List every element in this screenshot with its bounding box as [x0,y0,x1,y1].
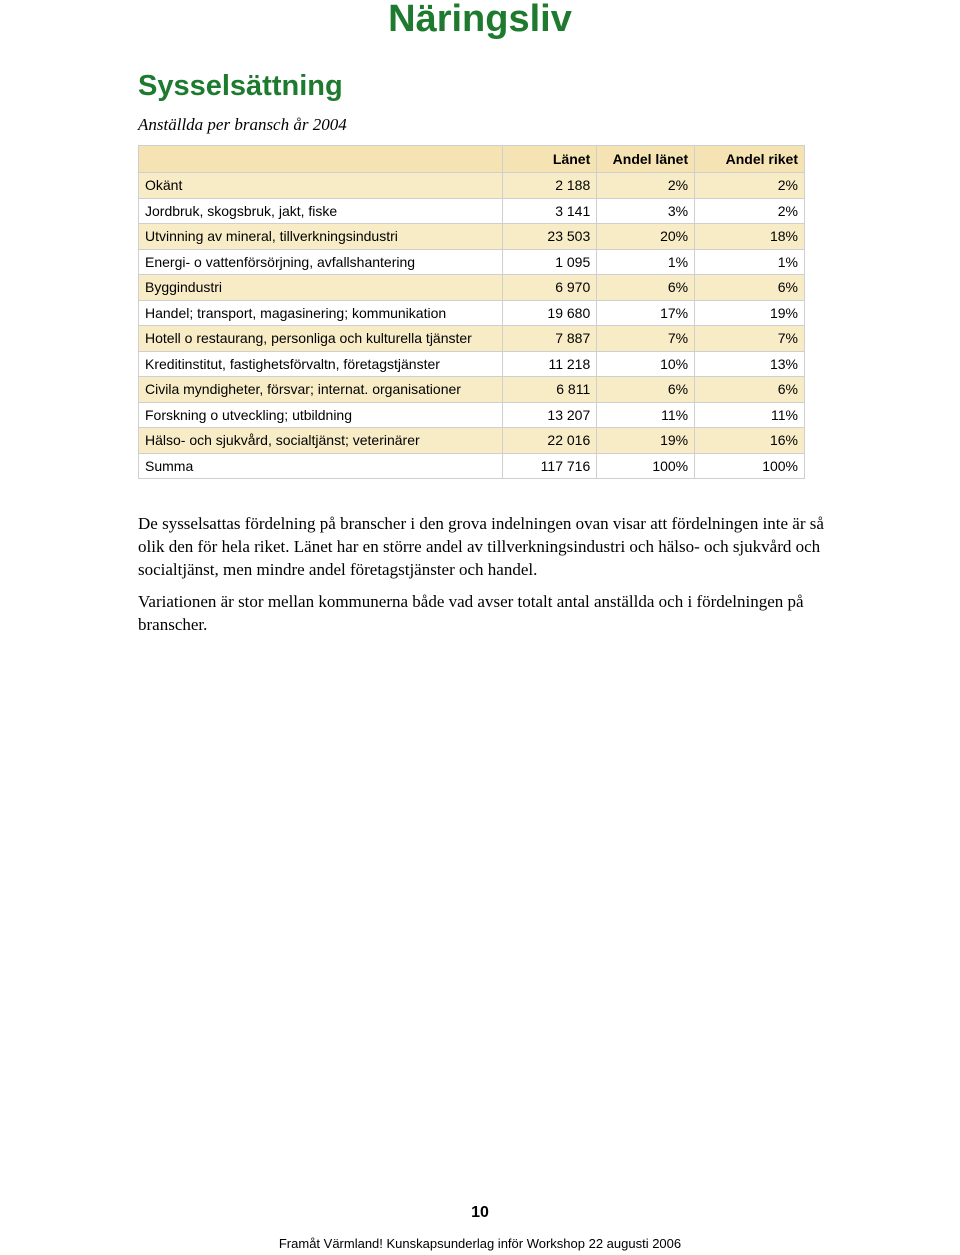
header-cell: Länet [503,146,597,173]
county-count: 6 970 [503,275,597,301]
body-paragraph: De sysselsattas fördelning på branscher i den grova indelningen ovan visar att fördelningen inte är så olik den för hela riket. Länet har en större andel av tillverkningsindustri och hälso- och sjukvård och socialtjänst, men mindre andel företagstjänster och handel. [138,514,824,579]
county-share: 2% [597,173,695,199]
county-share: 100% [597,453,695,479]
page-footer: Framåt Värmland! Kunskapsunderlag inför Workshop 22 augusti 2006 [278,1236,682,1251]
nation-share: 6% [695,275,805,301]
table-total-row [139,453,805,479]
county-count: 22 016 [503,428,597,454]
branch-name: Byggindustri [139,275,503,301]
county-count: 23 503 [503,224,597,250]
header-cell: Andel länet [597,146,695,173]
branch-name: Handel; transport, magasinering; kommunikation [139,300,503,326]
branch-name: Hälso- och sjukvård, socialtjänst; veterinärer [139,428,503,454]
table-row [139,249,805,275]
branch-name: Civila myndigheter, försvar; internat. organisationer [139,377,503,403]
nation-share: 7% [695,326,805,352]
county-count: 2 188 [503,173,597,199]
county-count: 117 716 [503,453,597,479]
county-count: 6 811 [503,377,597,403]
nation-share: 2% [695,198,805,224]
county-share: 11% [597,402,695,428]
county-share: 3% [597,198,695,224]
nation-share: 100% [695,453,805,479]
branch-name: Summa [139,453,503,479]
nation-share: 2% [695,173,805,199]
table-row [139,300,805,326]
table-caption: Anställda per bransch år 2004 [138,115,347,134]
table-row [139,198,805,224]
branch-name: Kreditinstitut, fastighetsförvaltn, företagstjänster [139,351,503,377]
county-share: 6% [597,275,695,301]
branch-name: Utvinning av mineral, tillverkningsindustri [139,224,503,250]
nation-share: 19% [695,300,805,326]
table-row [139,224,805,250]
header-cell [139,146,503,173]
table-row [139,377,805,403]
county-share: 10% [597,351,695,377]
county-share: 7% [597,326,695,352]
county-count: 3 141 [503,198,597,224]
table-row [139,428,805,454]
branch-name: Okänt [139,173,503,199]
county-count: 19 680 [503,300,597,326]
nation-share: 1% [695,249,805,275]
county-count: 7 887 [503,326,597,352]
nation-share: 6% [695,377,805,403]
county-share: 1% [597,249,695,275]
page-number: 10 [471,1204,489,1221]
header-cell: Andel riket [695,146,805,173]
branch-name: Forskning o utveckling; utbildning [139,402,503,428]
branch-name: Hotell o restaurang, personliga och kulturella tjänster [139,326,503,352]
nation-share: 13% [695,351,805,377]
table-row [139,326,805,352]
county-count: 1 095 [503,249,597,275]
body-paragraph: Variationen är stor mellan kommunerna både vad avser totalt antal anställda och i fördelningen på branscher. [138,592,804,634]
employment-table [138,145,805,479]
table-header-row [139,146,805,173]
table-row [139,275,805,301]
table-row [139,351,805,377]
county-share: 20% [597,224,695,250]
branch-name: Jordbruk, skogsbruk, jakt, fiske [139,198,503,224]
section-title: Sysselsättning [138,70,343,102]
county-count: 13 207 [503,402,597,428]
table-row [139,173,805,199]
county-share: 19% [597,428,695,454]
county-share: 17% [597,300,695,326]
branch-name: Energi- o vattenförsörjning, avfallshantering [139,249,503,275]
nation-share: 16% [695,428,805,454]
county-share: 6% [597,377,695,403]
table-row [139,402,805,428]
nation-share: 11% [695,402,805,428]
nation-share: 18% [695,224,805,250]
county-count: 11 218 [503,351,597,377]
page-title: Näringsliv [388,0,572,40]
